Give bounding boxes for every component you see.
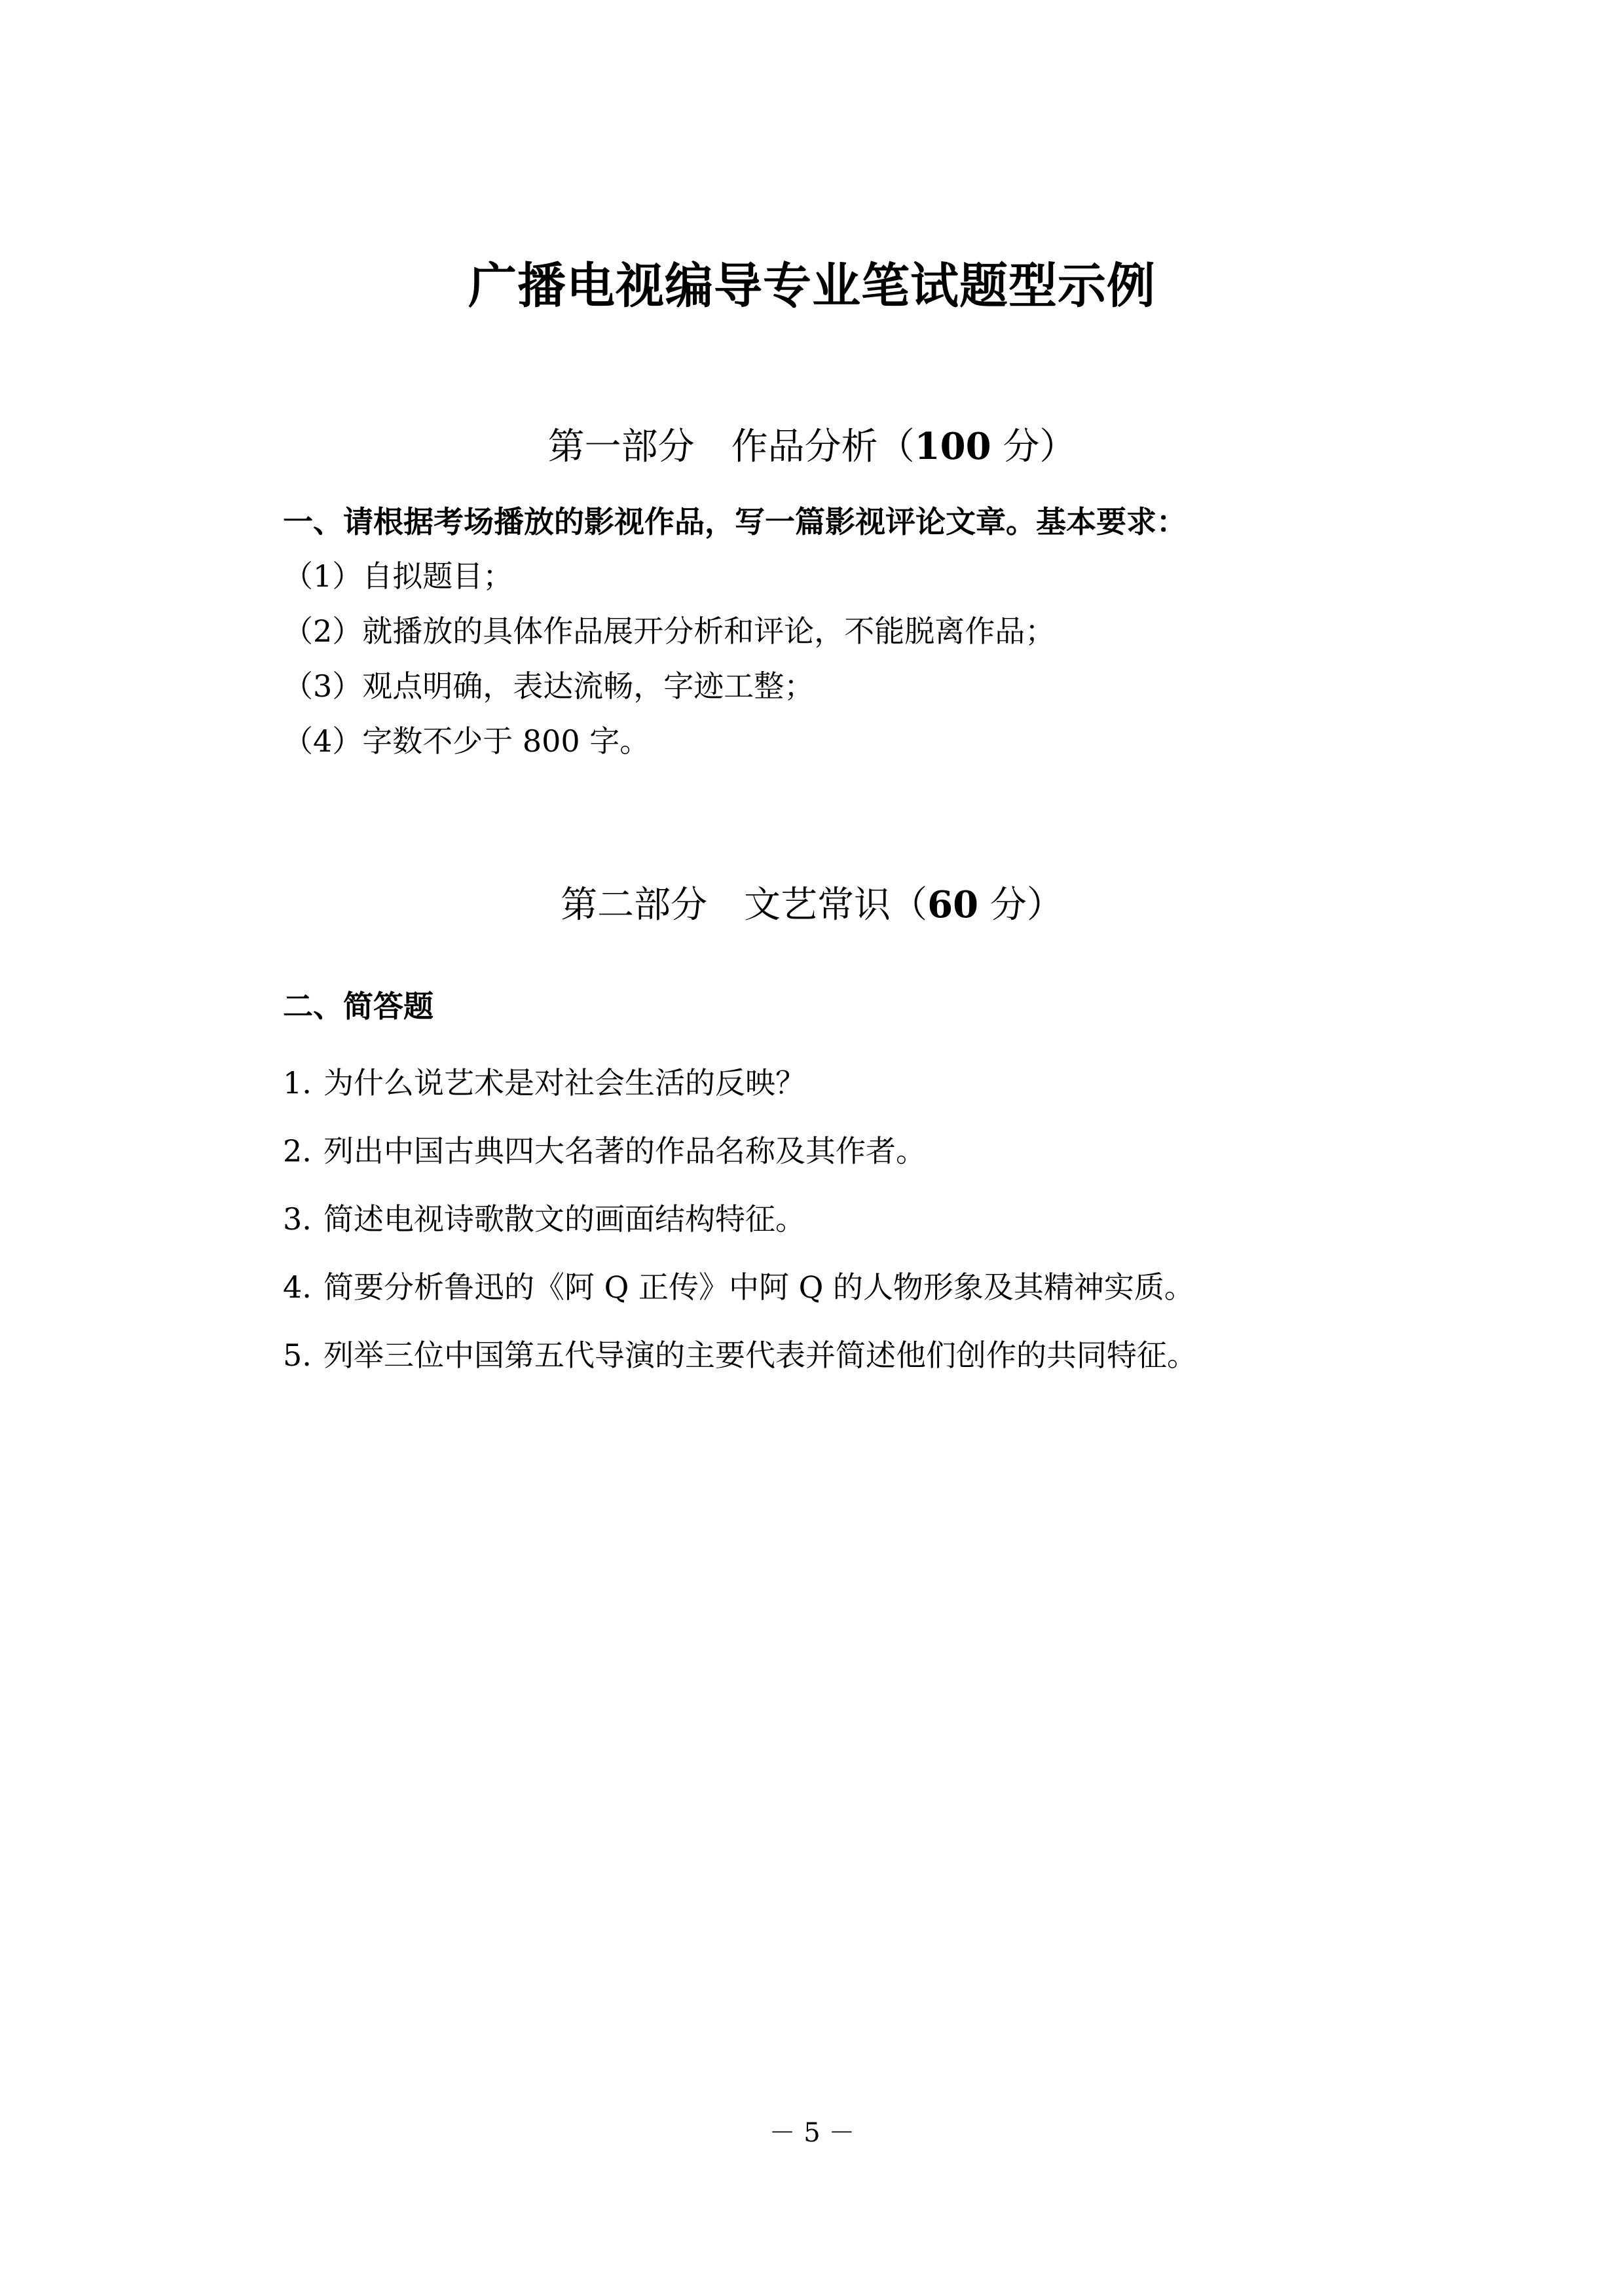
- requirement-item: （4）字数不少于 800 字。: [283, 723, 650, 759]
- part-two-heading-tail: 分）: [978, 884, 1063, 926]
- short-answer-item: [283, 1321, 1197, 1389]
- requirement-item: （1）自拟题目；: [283, 558, 513, 594]
- requirement-item: （3）观点明确，表达流畅，字迹工整；: [283, 668, 815, 704]
- short-answer-item: [283, 1049, 1197, 1117]
- short-answer-list: [283, 1049, 1197, 1389]
- item-number: 5.: [283, 1338, 312, 1373]
- document-title: 广播电视编导专业笔试题型示例: [468, 258, 1156, 314]
- item-text: 简述电视诗歌散文的画面结构特征。: [323, 1201, 805, 1237]
- item-text: 列出中国古典四大名著的作品名称及其作者。: [323, 1133, 926, 1169]
- item-number: 3.: [283, 1201, 312, 1237]
- question-two-heading: 二、简答题: [283, 989, 434, 1024]
- part-two-score: 60: [927, 883, 979, 926]
- short-answer-item: [283, 1185, 1197, 1253]
- requirements-list: [283, 549, 1055, 769]
- short-answer-item: [283, 1117, 1197, 1185]
- part-one-score: 100: [914, 425, 991, 468]
- item-number: 4.: [283, 1269, 312, 1305]
- question-one-heading: 一、请根据考场播放的影视作品，写一篇影视评论文章。基本要求：: [283, 504, 1187, 539]
- part-one-heading: [0, 420, 1624, 473]
- item-number: 2.: [283, 1133, 312, 1169]
- part-two-heading-text: 第二部分 文艺常识（: [561, 884, 928, 926]
- part-two-heading: [0, 879, 1624, 932]
- part-one-heading-tail: 分）: [991, 426, 1077, 468]
- item-text: 列举三位中国第五代导演的主要代表并简述他们创作的共同特征。: [323, 1338, 1197, 1373]
- requirement-item: （2）就播放的具体作品展开分析和评论，不能脱离作品；: [283, 613, 1056, 649]
- item-number: 1.: [283, 1065, 312, 1101]
- part-one-heading-text: 第一部分 作品分析（: [547, 426, 915, 468]
- item-text: 为什么说艺术是对社会生活的反映？: [323, 1065, 805, 1101]
- item-text: 简要分析鲁迅的《阿 Q 正传》中阿 Q 的人物形象及其精神实质。: [323, 1269, 1194, 1305]
- short-answer-item: [283, 1253, 1197, 1321]
- page-number: － 5 －: [769, 2118, 855, 2148]
